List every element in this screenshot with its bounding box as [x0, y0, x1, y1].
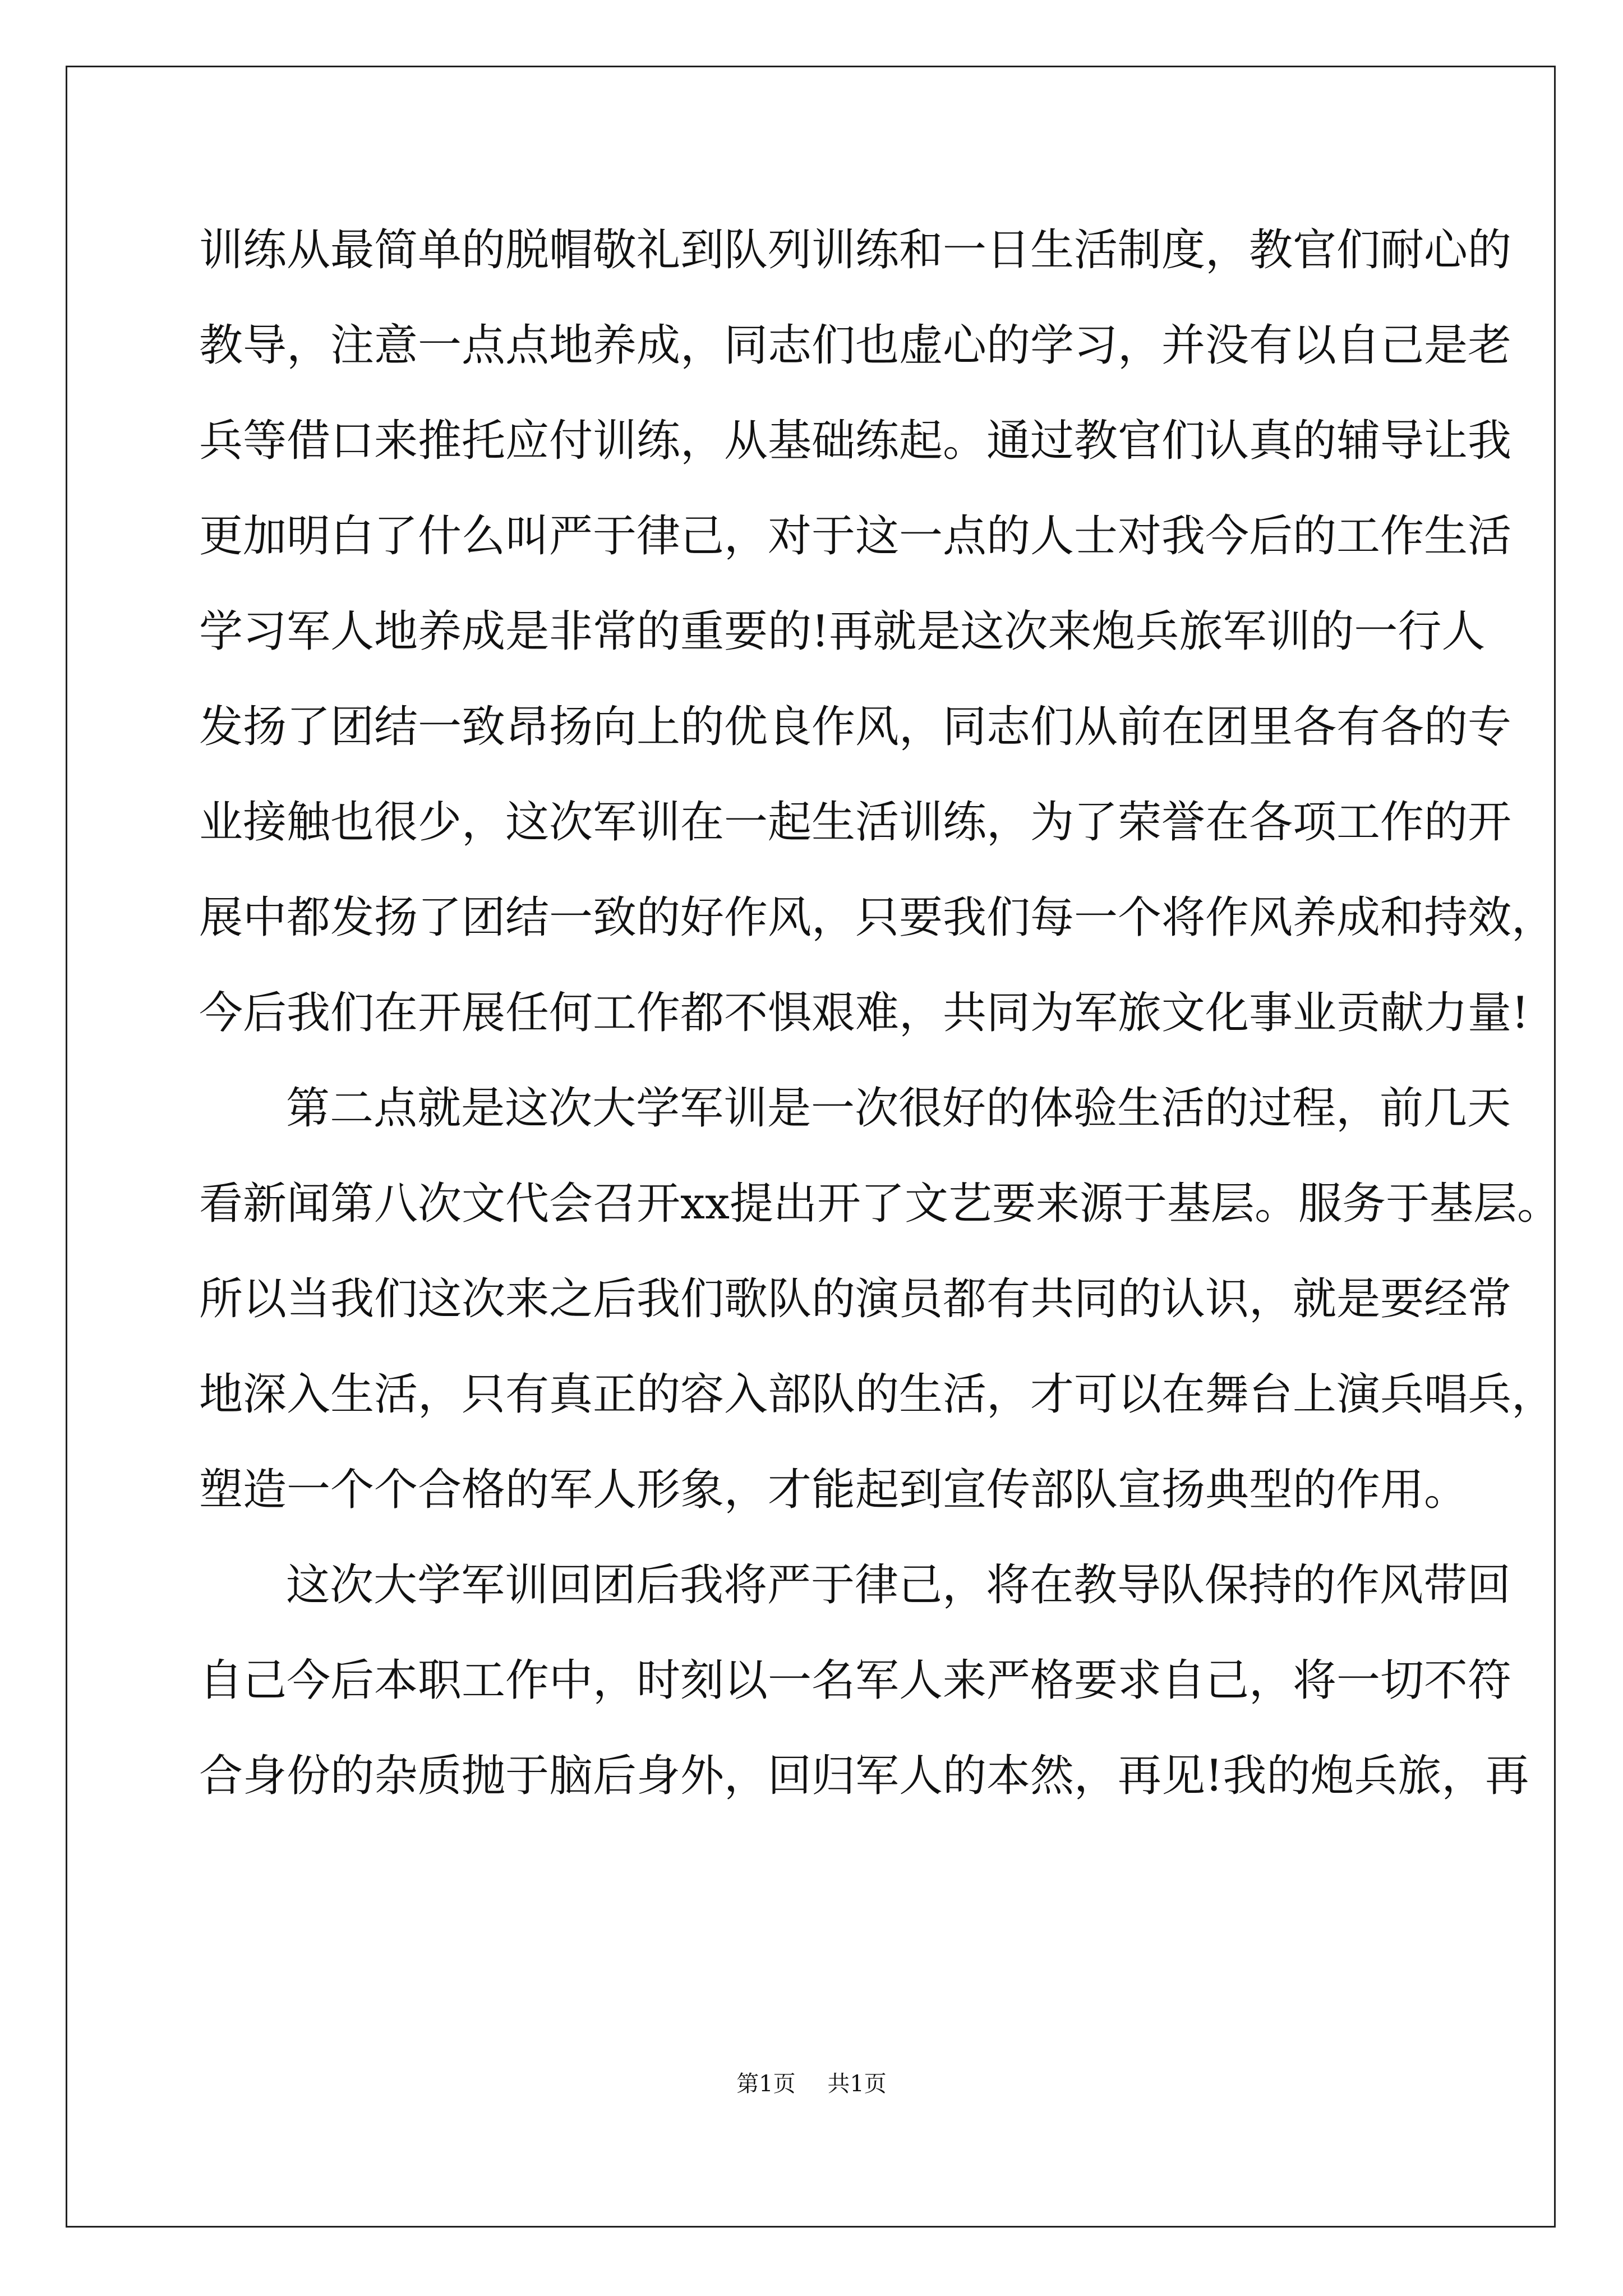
text-line: 看新闻第八次文代会召开xx提出开了文艺要来源于基层。服务于基层。 [199, 1179, 1561, 1229]
text-line: 合身份的杂质抛于脑后身外，回归军人的本然，再见!我的炮兵旅，再 [199, 1751, 1529, 1801]
paragraph-first-line: 这次大学军训回团后我将严于律己，将在教导队保持的作风带回 [286, 1560, 1511, 1611]
text-line: 教导，注意一点点地养成，同志们也虚心的学习，并没有以自己是老 [199, 320, 1512, 371]
text-line: 今后我们在开展任何工作都不惧艰难，共同为军旅文化事业贡献力量! [199, 988, 1529, 1038]
page-border [66, 66, 1556, 2228]
text-line: 塑造一个个合格的军人形象，才能起到宣传部队宣扬典型的作用。 [199, 1465, 1468, 1515]
text-line: 训练从最简单的脱帽敬礼到队列训练和一日生活制度，教官们耐心的 [199, 225, 1512, 275]
text-line: 更加明白了什么叫严于律己，对于这一点的人士对我今后的工作生活 [199, 511, 1512, 562]
page-total: 共1页 [827, 2071, 887, 2097]
page-footer [0, 2067, 1623, 2101]
text-line: 学习军人地养成是非常的重要的!再就是这次来炮兵旅军训的一行人 [199, 606, 1486, 657]
text-line: 兵等借口来推托应付训练，从基础练起。通过教官们认真的辅导让我 [199, 416, 1512, 466]
paragraph-first-line: 第二点就是这次大学军训是一次很好的体验生活的过程，前几天 [286, 1083, 1511, 1134]
page-number: 第1页 [736, 2071, 796, 2097]
text-line: 展中都发扬了团结一致的好作风，只要我们每一个将作风养成和持效， [199, 892, 1556, 943]
text-line: 发扬了团结一致昂扬向上的优良作风，同志们从前在团里各有各的专 [199, 702, 1512, 752]
text-line: 业接触也很少，这次军训在一起生活训练，为了荣誉在各项工作的开 [199, 797, 1512, 848]
text-line: 地深入生活，只有真正的容入部队的生活，才可以在舞台上演兵唱兵， [199, 1369, 1556, 1420]
text-line: 自己今后本职工作中，时刻以一名军人来严格要求自己，将一切不符 [199, 1655, 1512, 1706]
text-line: 所以当我们这次来之后我们歌队的演员都有共同的认识，就是要经常 [199, 1274, 1512, 1324]
